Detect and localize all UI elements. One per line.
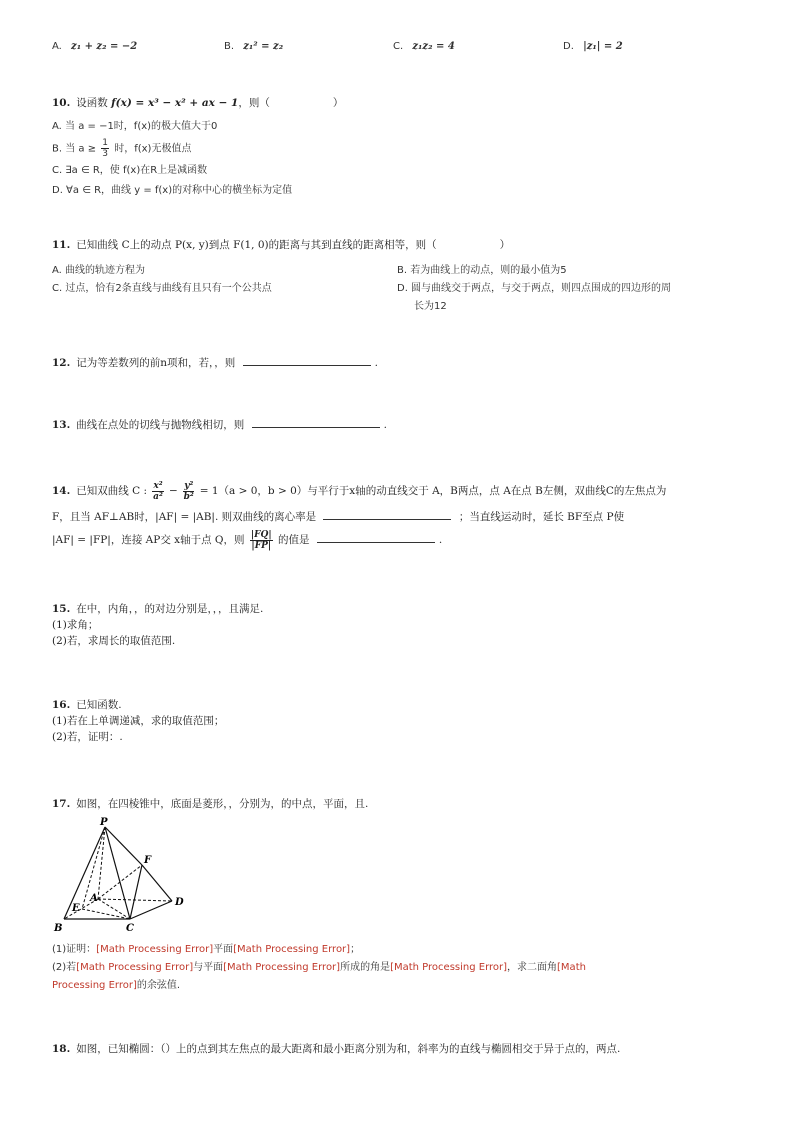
label-D: D — [175, 897, 184, 908]
label-A: A — [90, 893, 98, 904]
q10-stem: 10. 设函数 f(x) = x³ − x² + ax − 1，则（ ） — [52, 97, 344, 109]
q16-part2: (2)若，证明：. — [52, 731, 123, 743]
q11-option-a: A. 曲线的轨迹方程为 — [52, 265, 146, 276]
q17-part2-line2: Processing Error]的余弦值. — [52, 980, 181, 991]
q16-part1: (1)若在上单调递减，求的取值范围； — [52, 715, 225, 727]
q11-option-b: B. 若为曲线上的动点，则的最小值为5 — [397, 265, 567, 276]
q15-part2: (2)若，求周长的取值范围. — [52, 635, 176, 647]
label-C: C — [126, 923, 134, 934]
q12-stem: 12. 记为等差数列的前n项和，若，，则 . — [52, 354, 378, 370]
q14-line2: F，且当 AF⊥AB时，|AF| = |AB|. 则双曲线的离心率是 ；当直线运动时，延长 BF至点 P使 — [52, 508, 624, 524]
label-B: B — [54, 923, 63, 934]
q17-part1: (1)证明：[Math Processing Error]平面[Math Processing Error]； — [52, 944, 361, 955]
q10-option-a: A. 当 a = −1时，f(x)的极大值大于0 — [52, 121, 218, 132]
q10-option-c: C. ∃a ∈ R，使 f(x)在R上是减函数 — [52, 165, 208, 176]
q14-line1: 14. 已知双曲线 C : $\frac{\text{x²}}{\text{a²}}$ − $\frac{\text{y²}}{\text{b²}}$ = 1（a > 0，b > 0）与平行于x轴的动直线交于 A，B两点，点 A在点 B左侧，双曲线C的左焦点为 — [52, 480, 667, 502]
q17-stem: 17. 如图，在四棱锥中，底面是菱形，，分别为，的中点，平面，且. — [52, 798, 369, 810]
q13-stem: 13. 曲线在点处的切线与抛物线相切，则 . — [52, 416, 387, 432]
pyramid-figure — [52, 815, 192, 937]
edge-CD — [130, 901, 172, 919]
label-F: F — [144, 855, 152, 866]
q12-answer-blank[interactable] — [243, 354, 371, 366]
edge-EC — [82, 909, 130, 919]
q11-option-c: C. 过点，恰有2条直线与曲线有且只有一个公共点 — [52, 283, 272, 294]
q14-eccentricity-blank[interactable] — [323, 508, 451, 520]
q15-part1: (1)求角； — [52, 619, 99, 631]
q11-stem: 11. 已知曲线 C上的动点 P(x, y)到点 F(1, 0)的距离与其到直线的距离相等，则（ ） — [52, 239, 511, 251]
q11-option-d-line1: D. 圆与曲线交于两点，与交于两点，则四点围成的四边形的周 — [397, 283, 672, 294]
q18-stem: 18. 如图，已知椭圆：（）上的点到其左焦点的最大距离和最小距离分别为和，斜率为的直线与椭圆相交于异于点的，两点. — [52, 1043, 621, 1055]
q11-option-d-line2: 长为12 — [414, 301, 447, 312]
q10-option-b: B. 当 a ≥ $\frac{1}{3}$ 时，f(x)无极值点 — [52, 138, 192, 159]
q10-option-d: D. ∀a ∈ R，曲线 y = f(x)的对称中心的横坐标为定值 — [52, 185, 293, 196]
q14-ratio-blank[interactable] — [317, 531, 435, 543]
q16-stem: 16. 已知函数. — [52, 699, 122, 711]
label-E: E — [72, 903, 80, 914]
label-P: P — [100, 817, 108, 828]
edge-PB — [64, 827, 105, 919]
q9-option-d: D. |z₁| = 2 — [563, 41, 623, 52]
q9-option-b: B. z₁² = z₂ — [224, 41, 284, 52]
q9-option-a: A. z₁ + z₂ = −2 — [52, 41, 138, 52]
edge-AD — [98, 899, 172, 901]
q9-option-c: C. z₁z₂ = 4 — [393, 41, 455, 52]
q14-line3: |AF| = |FP|，连接 AP交 x轴于点 Q，则 $\frac{|FQ|}{|FP|}$ 的值是 . — [52, 529, 443, 551]
q15-stem: 15. 在中，内角，，的对边分别是，，，且满足. — [52, 603, 264, 615]
edge-FD — [142, 865, 172, 901]
q17-part2-line1: (2)若[Math Processing Error]与平面[Math Processing Error]所成的角是[Math Processing Error]，求二面角[Math — [52, 962, 586, 973]
q13-answer-blank[interactable] — [252, 416, 380, 428]
